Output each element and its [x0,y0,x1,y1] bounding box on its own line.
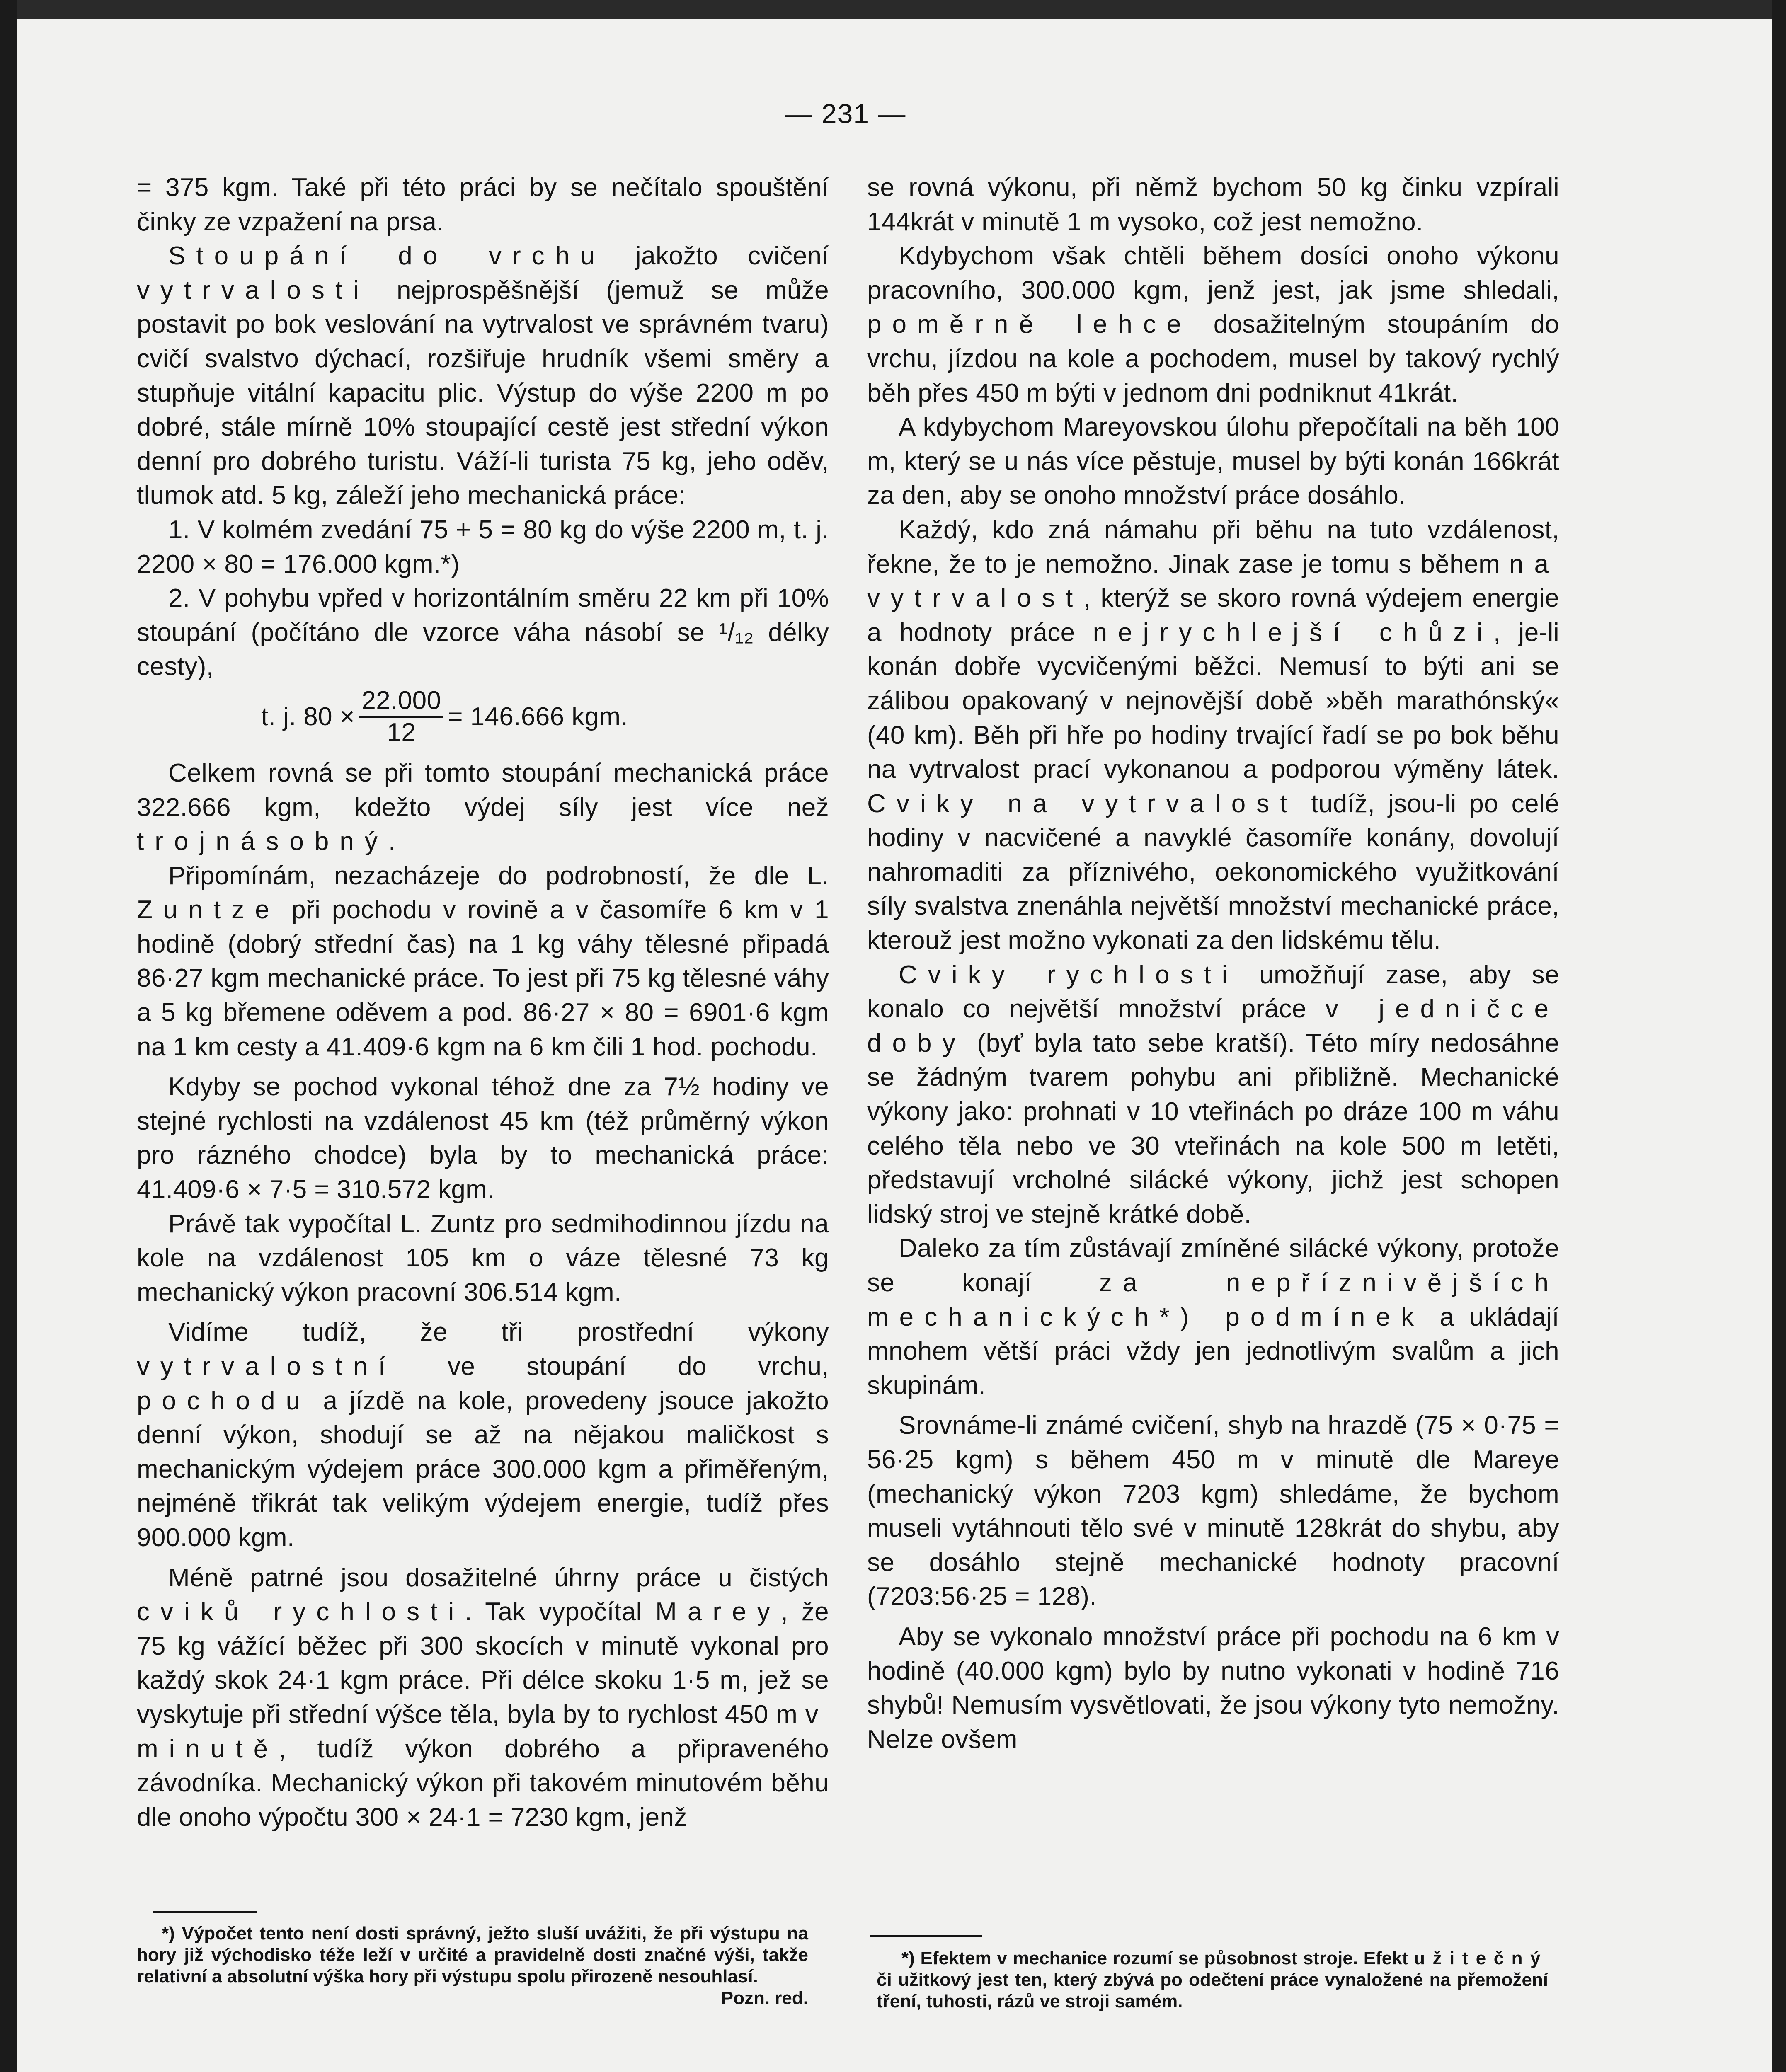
paragraph-text: , že 75 kg vážící běžec při 300 skocích v minutě vykonal pro každý skok 24·1 kgm práce. Při délce skoku 1·5 m, jež se vyskytuje při střední výšce těla, byla by to rychlost 450 m [137,1598,829,1729]
paragraph-text: Kdyby se pochod vykonal téhož dne za 7½ hodiny ve stejné rychlosti na vzdálenost 45 km (též průměrný výkon pro rázného chodce) byla by to mechanická práce: 41.409·6 × 7·5 = 310.572 kgm. [137,1072,829,1204]
paragraph [137,171,829,239]
left-column [137,171,829,1835]
paragraph-text: , je-li konán dobře vycvičenými běžci. Nemusí to býti ani se zálibou opakovaný v nejnovější době »běh marathónský« (40 km). Běh při hře po hodiny trvající řadí se po bok běhu na vytrvalost prací vykonanou a podporou výměny látek. [867,618,1559,784]
paragraph-text: = 375 kgm. Také při této práci by se nečítalo spouštění činky ze vzpažení na prsa. [137,173,829,236]
paragraph-text: 2. V pohybu vpřed v horizontálním směru 22 km při 10% stoupání (počítáno dle vzorce váha násobí se ¹/₁₂ délky cesty), [137,584,829,681]
paragraph [137,1561,829,1835]
paragraph-text: , kterýž se skoro rovná výdejem energie a hodnoty práce [867,584,1559,647]
paragraph-text: jakožto cvičení [605,242,829,271]
paragraph [867,1232,1559,1403]
paragraph-text: Kdybychom však chtěli během dosíci onoho výkonu pracovního, 300.000 kgm, jenž jest, jak jsme shledali, [867,242,1559,305]
paragraph-text: tudíž, jsou-li po celé hodiny v nacvičené a navyklé časomíře konány, dovolují nahromaditi za příznivého, oekonomického využitkování síly svalstva znenáhla největší množství mechanické práce, kterouž jest možno vykonati za den lidskému tělu. [867,789,1560,955]
footnote-text: *) Výpočet tento není dosti správný, ježto sluší uvážiti, že při výstupu na hory již východisko téže leží v určité a pravidelně dosti značné výši, takže relativní a absolutní výška hory při výstupu spolu přirozeně nesouhlasí. [137,1923,808,1987]
paragraph [867,1409,1559,1614]
paragraph-text: Méně patrné jsou dosažitelné úhrny práce u čistých [168,1563,829,1592]
spaced-term: užitečný [1414,1948,1548,1968]
paragraph-text: Právě tak vypočítal L. Zuntz pro sedmihodinnou jízdu na kole na vzdálenost 105 km o váze tělesné 73 kg mechanický výkon pracovní 306.514 kgm. [137,1209,829,1307]
formula-prefix: t. j. 80 × [261,702,355,731]
paragraph-text: při pochodu v rovině a v časomíře 6 km v 1 hodině (dobrý střední čas) na 1 kg váhy tělesné připadá 86·27 kgm mechanické práce. To jest při 75 kg tělesné váhy a 5 kg břemene oděvem a pod. 86·27 × 80 = 6901·6 kgm na 1 km cesty a 41.409·6 kgm na 6 km čili 1 hod. pochodu. [137,896,829,1061]
paragraph-text: . Tak vypočítal [465,1598,656,1627]
spaced-term: Marey [655,1598,781,1627]
paragraph [137,1070,829,1207]
footnote-signature: Pozn. red. [721,1988,808,2008]
paragraph-text: a ukládají mnohem větší práci vždy jen jednotlivým svalům a jich skupinám. [867,1302,1559,1400]
paragraph [137,513,829,581]
spaced-term: za nepříznivějších mechanických*) podmínek [867,1268,1559,1331]
paragraph [137,581,829,684]
paragraph-text: Vidíme tudíž, že tři prostřední výkony [168,1318,829,1347]
spaced-term: Cviky rychlosti [899,960,1238,989]
paragraph-text: Každý, kdo zná námahu při běhu na tuto vzdálenost, řekne, že to je nemožno. Jinak zase je tomu s během [867,515,1559,579]
spaced-term: Stoupání do vrchu [168,242,606,271]
footnote-left [137,1923,808,2009]
paragraph-text: 1. V kolmém zvedání 75 + 5 = 80 kg do výše 2200 m, t. j. 2200 × 80 = 176.000 kgm.*) [137,515,829,579]
paragraph-text: Srovnáme-li známé cvičení, shyb na hrazdě (75 × 0·75 = 56·25 kgm) s během 450 m v minutě dle Mareye (mechanický výkon 7203 kgm) shledáme, že bychom museli vytáhnouti tělo své v minutě 128krát do shybu, aby se dosáhlo stejně mechanické hodnoty pracovní (7203:56·25 = 128). [867,1411,1559,1611]
spaced-term: vytrvalosti [137,276,370,305]
right-column [867,171,1559,1757]
page-number: — 231 — [785,98,906,129]
spaced-term: cviků rychlosti [137,1598,465,1627]
paragraph [867,513,1559,958]
spaced-term: nejrychlejší chůzi [1093,618,1493,647]
paragraph [137,1315,829,1555]
paragraph-text: Daleko za tím zůstávají zmíněné silácké výkony, protože se konají [867,1234,1559,1297]
footnote-rule [870,1935,982,1937]
paragraph-text: , tudíž výkon dobrého a připraveného závodníka. Mechanický výkon při takovém minutovém běhu dle onoho výpočtu 300 × 24·1 = 7230 kgm, jenž [137,1734,829,1832]
scan-edge-right [1772,0,1786,2072]
spaced-term: v jedničce doby [867,995,1559,1058]
paragraph-text: Připomínám, nezacházeje do podrobností, že dle L. [168,861,829,890]
formula [261,686,829,748]
paragraph-text: a jízdě na kole, provedeny jsouce jakožto denní výkon, shodují se až na nějakou maličkost s mechanickým výdejem práce 300.000 kgm a přiměřeným, nejméně třikrát tak velikým výdejem energie, tudíž přes 900.000 kgm. [137,1386,829,1552]
footnote-rule [153,1911,257,1913]
scan-edge-left [0,0,17,2072]
paragraph-text: se rovná výkonu, při němž bychom 50 kg činku vzpírali 144krát v minutě 1 m vysoko, což jest nemožno. [867,173,1559,236]
paragraph [867,1620,1559,1757]
paragraph-text: A kdybychom Mareyovskou úlohu přepočítali na běh 100 m, který se u nás více pěstuje, musel by býti konán 166krát za den, aby se onoho množství práce dosáhlo. [867,413,1559,510]
paragraph-text: Aby se vykonalo množství práce při pochodu na 6 km v hodině (40.000 kgm) bylo by nutno vykonati v hodině 716 shybů! Nemusím vysvětlovati, že jsou výkony tyto nemožny. Nelze ovšem [867,1622,1559,1754]
paragraph [867,239,1559,410]
spaced-term: poměrně lehce [867,310,1192,339]
spaced-term: pochodu [137,1386,311,1415]
paragraph-text: . [388,827,396,856]
scan-edge-top [0,0,1786,19]
formula-result: = 146.666 kgm. [448,702,628,731]
spaced-term: Zuntze [137,896,280,925]
paragraph [137,239,829,513]
paragraph [137,756,829,859]
paragraph [867,171,1559,239]
spaced-term: trojnásobný [137,827,388,856]
paragraph [867,410,1559,513]
footnote-text: *) Efektem v mechanice rozumí se působnost stroje. Efekt [901,1948,1414,1968]
paragraph-text: nejprospěšnější (jemuž se může postavit po bok veslování na vytrvalost ve správném tvaru) cvičí svalstvo dýchací, rozšiřuje hrudník všemi směry a stupňuje vitální kapacitu plic. Výstup do výše 2200 m po dobré, stále mírně 10% stoupající cestě jest střední výkon denní pro dobrého turistu. Váží-li turista 75 kg, jeho oděv, tlumok atd. 5 kg, záleží jeho mechanická práce: [137,276,829,510]
fraction-denominator: 12 [387,718,416,747]
paragraph [867,958,1559,1232]
spaced-term: v minutě [137,1700,829,1763]
footnote-text: či užitkový jest ten, který zbývá po odečtení práce vynaložené na přemožení tření, tuhosti, rázů ve stroji samém. [877,1970,1548,2011]
fraction-numerator: 22.000 [359,686,443,718]
paragraph [137,1207,829,1310]
paragraph-text: Celkem rovná se při tomto stoupání mechanická práce 322.666 kgm, kdežto výdej síly jest více než [137,758,829,822]
paragraph-text: umožňují zase, aby se konalo co největší množství práce [867,960,1559,1024]
footnote-right [877,1948,1548,2012]
fraction [359,686,443,748]
paragraph [137,859,829,1065]
spaced-term: Cviky na vytrvalost [867,789,1298,818]
paragraph-text: (byť byla tato sebe kratší). Této míry nedosáhne se žádným tvarem pohybu ani přibližně. Mechanické výkony jako: prohnati v 10 vteřinách po dráze 100 m váhu celého těla nebo ve 30 vteřinách na kole 500 m letěti, představují vrcholné silácké výkony, jichž jest schopen lidský stroj ve stejně krátké době. [867,1029,1559,1229]
spaced-term: na vytrvalost [867,549,1559,613]
footnote-paragraph [877,1948,1548,2012]
paragraph-text: ve stoupání do vrchu, [396,1352,829,1381]
paragraph-text: dosažitelným stoupáním do vrchu, jízdou na kole a pochodem, musel by takový rychlý běh přes 450 m býti v jednom dni podniknut 41krát. [867,310,1559,407]
spaced-term: vytrvalostní [137,1352,397,1381]
